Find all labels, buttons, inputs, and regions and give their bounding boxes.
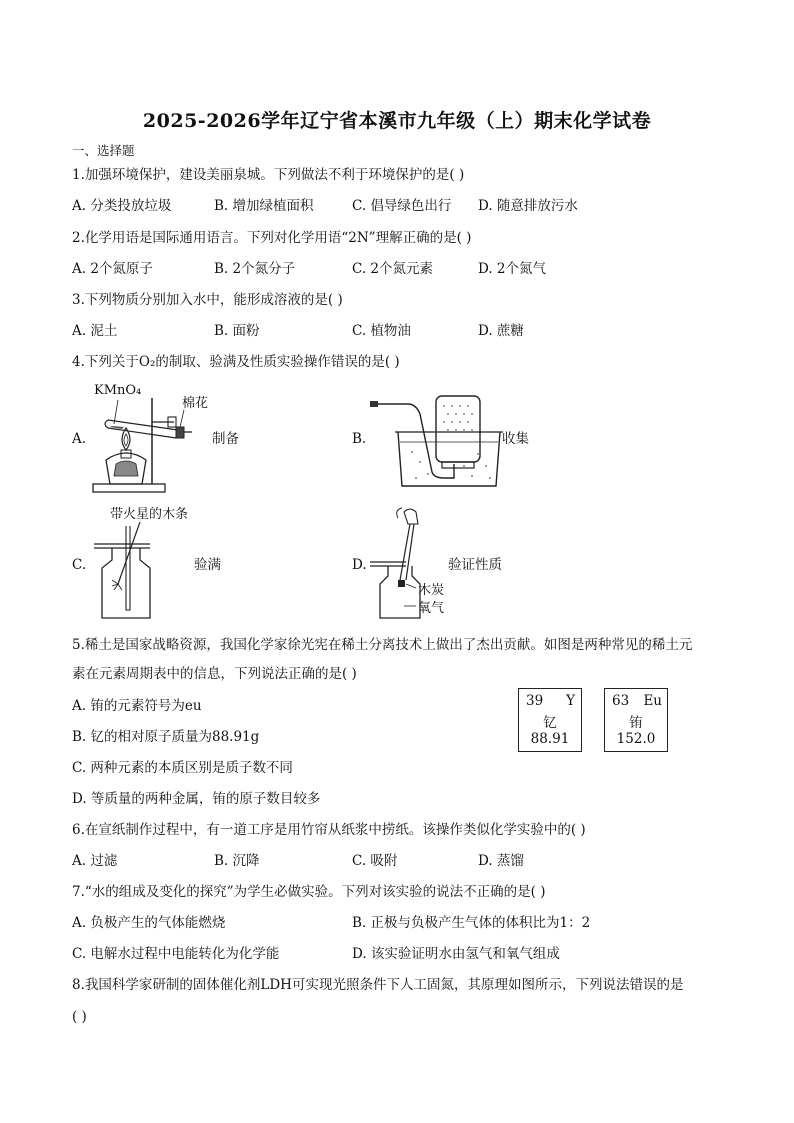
atomic-mass: 88.91 bbox=[530, 731, 570, 747]
question-7-stem: 7.“水的组成及变化的探究”为学生必做实验。下列对该实验的说法不正确的是( ) bbox=[72, 884, 546, 900]
q7-option-c[interactable]: C. 电解水过程中电能转化为化学能 bbox=[72, 946, 280, 962]
q6-option-d[interactable]: D. 蒸馏 bbox=[478, 853, 524, 869]
q5-option-a[interactable]: A. 铕的元素符号为eu bbox=[72, 698, 202, 714]
q5-option-c[interactable]: C. 两种元素的本质区别是质子数不同 bbox=[72, 760, 293, 776]
q4-apparatus-b-figure bbox=[368, 392, 508, 492]
q3-option-c[interactable]: C. 植物油 bbox=[352, 323, 411, 339]
atomic-number: 39 bbox=[526, 693, 544, 709]
question-3-stem: 3.下列物质分别加入水中，能形成溶液的是( ) bbox=[72, 292, 343, 308]
question-6-stem: 6.在宣纸制作过程中，有一道工序是用竹帘从纸浆中捞纸。该操作类似化学实验中的( ) bbox=[72, 822, 586, 838]
q5-option-b[interactable]: B. 钇的相对原子质量为88.91g bbox=[72, 729, 260, 745]
q4-option-a-letter[interactable]: A. bbox=[72, 431, 87, 447]
element-symbol: Y bbox=[566, 693, 575, 709]
q2-option-b[interactable]: B. 2个氮分子 bbox=[214, 261, 296, 277]
question-1-stem: 1.加强环境保护，建设美丽泉城。下列做法不利于环境保护的是( ) bbox=[72, 167, 465, 183]
q1-option-c[interactable]: C. 倡导绿色出行 bbox=[352, 198, 452, 214]
atomic-mass: 152.0 bbox=[616, 731, 656, 747]
q3-option-b[interactable]: B. 面粉 bbox=[214, 323, 260, 339]
question-5-stem-line2: 素在元素周期表中的信息，下列说法正确的是( ) bbox=[72, 666, 357, 682]
q4-option-b-letter[interactable]: B. bbox=[352, 431, 367, 447]
q4-option-b-label: 收集 bbox=[502, 431, 529, 447]
q4-charcoal-label: 木炭 bbox=[418, 583, 445, 598]
q1-option-d[interactable]: D. 随意排放污水 bbox=[478, 198, 578, 214]
q6-option-c[interactable]: C. 吸附 bbox=[352, 853, 398, 869]
q2-option-d[interactable]: D. 2个氮气 bbox=[478, 261, 547, 277]
q7-option-b[interactable]: B. 正极与负极产生气体的体积比为1：2 bbox=[352, 915, 591, 931]
q4-option-c-letter[interactable]: C. bbox=[72, 557, 87, 573]
atomic-number: 63 bbox=[612, 693, 630, 709]
q5-option-d[interactable]: D. 等质量的两种金属，铕的原子数目较多 bbox=[72, 791, 321, 807]
q4-option-d-label: 验证性质 bbox=[448, 557, 502, 573]
q1-option-a[interactable]: A. 分类投放垃圾 bbox=[72, 198, 172, 214]
section-heading: 一、选择题 bbox=[72, 143, 135, 158]
q7-option-d[interactable]: D. 该实验证明水由氢气和氧气组成 bbox=[352, 946, 560, 962]
element-name: 铕 bbox=[629, 715, 643, 731]
page-title: 2025-2026学年辽宁省本溪市九年级（上）期末化学试卷 bbox=[142, 110, 652, 132]
q4-kmno4-label: KMnO₄ bbox=[94, 383, 142, 398]
question-4-stem: 4.下列关于O₂的制取、验满及性质实验操作错误的是( ) bbox=[72, 354, 400, 370]
q4-option-a-label: 制备 bbox=[212, 431, 239, 447]
q2-option-a[interactable]: A. 2个氮原子 bbox=[72, 261, 153, 277]
q6-option-a[interactable]: A. 过滤 bbox=[72, 853, 118, 869]
q4-oxygen-label: 氧气 bbox=[418, 601, 445, 616]
q2-option-c[interactable]: C. 2个氮元素 bbox=[352, 261, 434, 277]
q3-option-d[interactable]: D. 蔗糖 bbox=[478, 323, 524, 339]
q4-splint-label: 带火星的木条 bbox=[110, 507, 189, 522]
element-card-yttrium bbox=[518, 688, 582, 752]
q4-cotton-label: 棉花 bbox=[182, 396, 209, 411]
element-symbol: Eu bbox=[643, 693, 662, 709]
q4-option-d-letter[interactable]: D. bbox=[352, 557, 367, 573]
q4-option-c-label: 验满 bbox=[194, 557, 221, 573]
question-8-stem-line1: 8.我国科学家研制的固体催化剂LDH可实现光照条件下人工固氮，其原理如图所示，下列说法错误的是 bbox=[72, 977, 684, 993]
question-8-stem-line2: ( ) bbox=[72, 1009, 87, 1025]
element-name: 钇 bbox=[543, 715, 557, 731]
q7-option-a[interactable]: A. 负极产生的气体能燃烧 bbox=[72, 915, 226, 931]
q6-option-b[interactable]: B. 沉降 bbox=[214, 853, 260, 869]
element-card-europium bbox=[604, 688, 668, 752]
q1-option-b[interactable]: B. 增加绿植面积 bbox=[214, 198, 314, 214]
question-5-stem-line1: 5.稀土是国家战略资源，我国化学家徐光宪在稀土分离技术上做出了杰出贡献。如图是两种常见的稀土元 bbox=[72, 637, 693, 653]
question-2-stem: 2.化学用语是国际通用语言。下列对化学用语“2N”理解正确的是( ) bbox=[72, 230, 472, 246]
q4-apparatus-c-figure bbox=[90, 522, 170, 622]
q3-option-a[interactable]: A. 泥土 bbox=[72, 323, 118, 339]
